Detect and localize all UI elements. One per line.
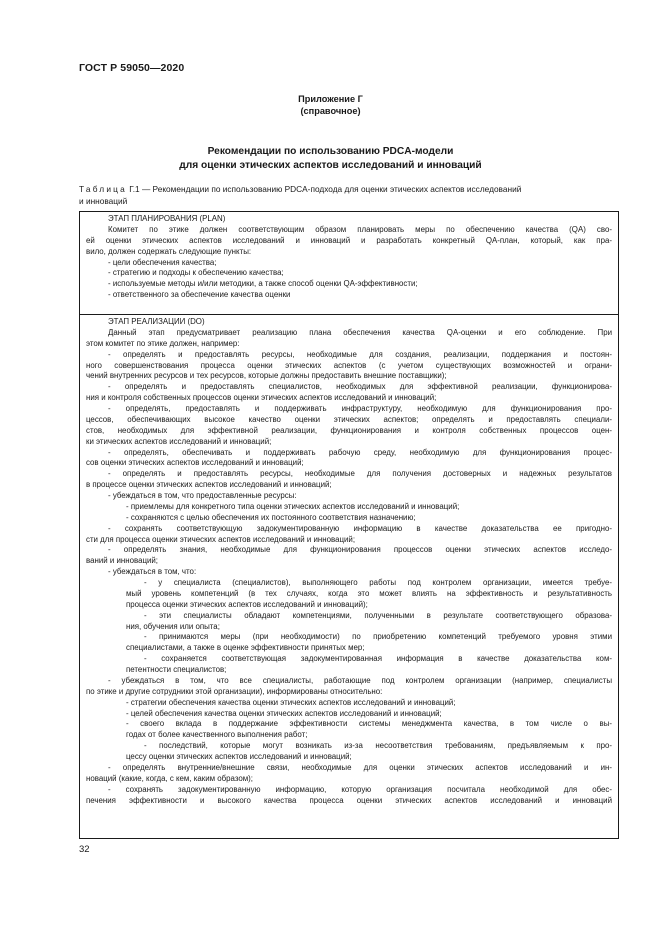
table-text-line: - определять и предоставлять ресурсы, необходимые для получения достоверных и надежных результатов [108,469,612,479]
table-text-line: ки этических аспектов исследований и инноваций; [86,436,272,446]
table-text-line: - определять, обеспечивать и поддерживать рабочую среду, необходимую для функционирования процес- [108,447,612,457]
table-text-line: - убеждаться в том, что все специалисты, работающие под контролем организации (например, специалисты [108,675,612,685]
table-text-line: цессов, обеспечивающих высокое качество оценки этических аспектов; определять и предоставлять специали- [86,414,612,424]
table-text-line: - эти специалисты обладают компетенциями, полученными в результате соответствующего образова- [144,610,612,620]
table-text-line: процесса оценки этических аспектов исследований и инноваций); [126,599,368,609]
table-text-line: чений внутренних ресурсов и тех ресурсов, которые должны предоставить внешние поставщики); [86,371,447,381]
table-cell-plan-stage [80,212,618,315]
table-text-line: - последствий, которые могут возникать из-за несоответствия требованиям, предъявляемым к про- [144,741,612,751]
table-caption-text: Г.1 — Рекомендации по использованию PDCA-подхода для оценки этических аспектов исследований [126,184,522,194]
table-text-line: Данный этап предусматривает реализацию плана обеспечения качества QA-оценки и его соблюдение. При [108,327,612,337]
page-number: 32 [79,844,90,855]
table-text-line: ЭТАП ПЛАНИРОВАНИЯ (PLAN) [108,214,226,223]
table-text-line: печения эффективности и высокого качества процесса оценки этических аспектов исследований и инноваций [86,795,612,805]
table-text-line: сов оценки этических аспектов исследований и инноваций; [86,458,304,468]
table-text-line: этом комитет по этике должен, например: [86,338,240,348]
table-text-line: - целей обеспечения качества оценки этических аспектов исследований и инноваций; [126,708,442,718]
table-text-line: - приемлемы для конкретного типа оценки этических аспектов исследований и инноваций; [126,501,460,511]
table-text-line: вило, должен содержать следующие пункты: [86,246,252,256]
annex-title: Приложение Г [298,94,363,104]
table-text-line: по этике и другие сотрудники этой организации), информированы относительно: [86,686,383,696]
table-text-line: - цели обеспечения качества; [108,257,217,267]
table-text-line: стов, необходимых для эффективной реализации, функционирования и контроля собственных процессов оцен- [86,425,612,435]
table-caption-text-continued: и инноваций [79,196,128,206]
table-text-line: - принимаются меры (при необходимости) по приобретению компетенций требуемого уровня этими [144,632,612,642]
document-title-line-1: Рекомендации по использованию PDCA-модели [207,146,454,157]
table-caption-label: Таблица [79,184,127,194]
table-text-line: сти для процесса оценки этических аспектов исследований и инноваций; [86,534,356,544]
table-text-line: - используемые методы и/или методики, а также способ оценки QA-эффективности; [108,279,418,289]
table-text-line: Комитет по этике должен соответствующим образом планировать меры по обеспечению качества (QA) сво- [108,224,612,234]
table-text-line: - определять и предоставлять специалистов, необходимых для эффективной реализации, функционирова- [108,382,612,392]
table-caption [79,183,619,207]
table-text-line: ЭТАП РЕАЛИЗАЦИИ (DO) [108,317,205,326]
table-text-line: цессу оценки этических аспектов исследований и инноваций; [126,752,352,761]
table-text-line: ваний и инноваций; [86,556,158,566]
table-text-line: - у специалиста (специалистов), выполняющего работы под контролем организации, имеется требуе- [144,578,612,587]
annex-kind: (справочное) [300,106,361,116]
table-text-line: - своего вклада в поддержание эффективности системы менеджмента качества, в том числе о вы- [126,719,612,729]
recommendations-table [79,211,619,839]
table-text-line: ного совершенствования процесса оценки этических аспектов (с учетом существующих возможностей и ограни- [86,360,612,370]
standard-designation: ГОСТ Р 59050—2020 [79,62,185,74]
document-title-line-2: для оценки этических аспектов исследований и инноваций [179,160,482,171]
table-text-line: - сохраняются с целью обеспечения их постоянного соответствия назначению; [126,512,416,522]
table-text-line: - убеждаться в том, что предоставленные ресурсы: [108,491,297,500]
table-text-line: годах от более качественного выполнения работ; [126,730,308,740]
table-text-line: - сохранять соответствующую задокументированную информацию в качестве доказательства ее пригодно- [108,523,612,533]
table-text-line: - определять внутренние/внешние связи, необходимые для оценки этических аспектов исследований и ин- [108,762,612,772]
table-text-line: - ответственного за обеспечение качества оценки [108,290,291,300]
table-text-line: специалистами, а также в оценке эффективности принятых мер; [126,643,365,653]
table-text-line: - стратегии обеспечения качества оценки этических аспектов исследований и инноваций; [126,697,456,707]
table-text-line: - сохраняется соответствующая задокументированная информация в качестве доказательства ком- [144,654,612,664]
table-text-line: - определять знания, необходимые для функционирования процессов оценки этических аспектов исследо- [108,545,612,555]
table-text-line: - сохранять задокументированную информацию, которую организация посчитала необходимой для обес- [108,784,612,794]
table-text-line: новаций (какие, когда, с кем, каким образом); [86,773,253,783]
table-text-line: ния и контроля собственных процессов оценки этических аспектов исследований и инноваций; [86,393,437,403]
table-text-line: мый уровень компетенций (в тех случаях, когда это может влиять на эффективность и результативность [126,588,612,598]
table-text-line: - определять, предоставлять и поддерживать инфраструктуру, необходимую для функционирования про- [108,404,612,413]
table-text-line: - стратегию и подходы к обеспечению качества; [108,268,284,278]
table-cell-do-stage [80,315,618,838]
table-text-line: - определять и предоставлять ресурсы, необходимые для создания, реализации, поддержания и постоян- [108,349,612,359]
table-text-line: ния, обучения или опыта; [126,621,220,631]
table-text-line: - убеждаться в том, что: [108,567,197,577]
table-text-line: ей оценки этических аспектов исследований и инноваций и разработать конкретный QA-план, который, как пра- [86,235,612,245]
table-text-line: петентности специалистов; [126,665,227,674]
table-text-line: в процессе оценки этических аспектов исследований и инноваций; [86,480,332,490]
